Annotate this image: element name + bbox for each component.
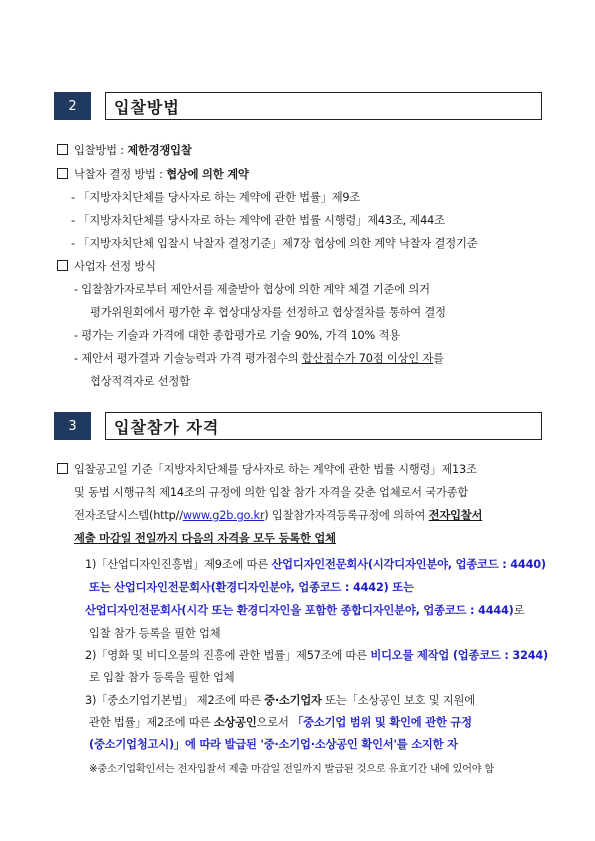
selection-item: - 제안서 평가결과 기술능력과 가격 평가점수의 합산점수가 70점 이상인 자를: [74, 352, 444, 365]
qualification-1: 1)「산업디자인진흥법」제9조에 따른 산업디자인전문회사(시각디자인분야, 업종코드 : 4440): [85, 558, 546, 571]
checkbox-icon: [57, 168, 68, 179]
qualification-3-cont: (중소기업청고시)」에 따라 발급된 '중·소기업·소상공인 확인서'를 소지한 자: [89, 738, 458, 751]
qualification-1-cont: 입찰 참가 등록을 필한 업체: [89, 627, 221, 640]
qualification-3: 3)「중소기업기본법」 제2조에 따른 중·소기업자 또는「소상공인 보호 및 지원에: [85, 694, 475, 707]
law-item: - 「지방자치단체 입찰시 낙찰자 결정기준」제7장 협상에 의한 계약 낙찰자 결정기준: [71, 237, 478, 250]
qualification-2: 2)「영화 및 비디오물의 진흥에 관한 법률」제57조에 따른 비디오물 제작업 (업종코드 : 3244): [85, 649, 549, 662]
qualification-2-cont: 로 입찰 참가 등록을 필한 업체: [89, 671, 235, 684]
eligibility-paragraph-cont: 및 동법 시행규칙 제14조의 규정에 의한 입찰 참가 자격을 갖춘 업체로서 국가종합: [74, 486, 469, 499]
eligibility-paragraph: 입찰공고일 기준「지방자치단체를 당사자로 하는 계약에 관한 법률 시행령」제13조: [57, 461, 477, 477]
selection-title: 사업자 선정 방식: [57, 258, 156, 274]
section-2-header: [54, 92, 542, 120]
eligibility-paragraph-cont: 제출 마감일 전일까지 다음의 자격을 모두 등록한 업체: [74, 532, 336, 545]
selection-item: - 평가는 기술과 가격에 대한 종합평가로 기술 90%, 가격 10% 적용: [74, 329, 400, 342]
g2b-link[interactable]: www.g2b.go.kr: [182, 509, 265, 522]
checkbox-icon: [57, 144, 68, 155]
section-title: 입찰방법: [105, 92, 542, 120]
checkbox-icon: [57, 463, 68, 474]
qualification-1-cont: 또는 산업디자인전문회사(환경디자인분야, 업종코드 : 4442) 또는: [89, 581, 414, 594]
law-item: - 「지방자치단체를 당사자로 하는 계약에 관한 법률 시행령」제43조, 제44조: [71, 214, 445, 227]
selection-item-cont: 협상적격자로 선정함: [90, 375, 190, 388]
checkbox-icon: [57, 260, 68, 271]
qualification-1-cont: 산업디자인전문회사(시각 또는 환경디자인을 포함한 종합디자인분야, 업종코드 : 4444)로: [85, 604, 525, 617]
section-number: 3: [54, 412, 91, 440]
section-title: 입찰참가 자격: [105, 412, 542, 440]
bid-method-line: 입찰방법 : 제한경쟁입찰: [57, 142, 192, 158]
selection-item: - 입찰참가자로부터 제안서를 제출받아 협상에 의한 계약 체결 기준에 의거: [74, 283, 430, 296]
sme-note: ※중소기업확인서는 전자입찰서 제출 마감일 전일까지 발급된 것으로 유효기간 내에 있어야 함: [89, 764, 495, 775]
winner-method-line: 낙찰자 결정 방법 : 협상에 의한 계약: [57, 166, 249, 182]
selection-item-cont: 평가위원회에서 평가한 후 협상대상자를 선정하고 협상절차를 통하여 결정: [90, 306, 446, 319]
section-number: 2: [54, 92, 91, 120]
qualification-3-cont: 관한 법률」제2조에 따른 소상공인으로서 「중소기업 범위 및 확인에 관한 규정: [89, 716, 472, 729]
law-item: - 「지방자치단체를 당사자로 하는 계약에 관한 법률」제9조: [71, 191, 361, 204]
section-3-header: [54, 412, 542, 440]
eligibility-paragraph-cont: 전자조달시스템(http//www.g2b.go.kr) 입찰참가자격등록규정에 의하여 전자입찰서: [74, 509, 483, 522]
